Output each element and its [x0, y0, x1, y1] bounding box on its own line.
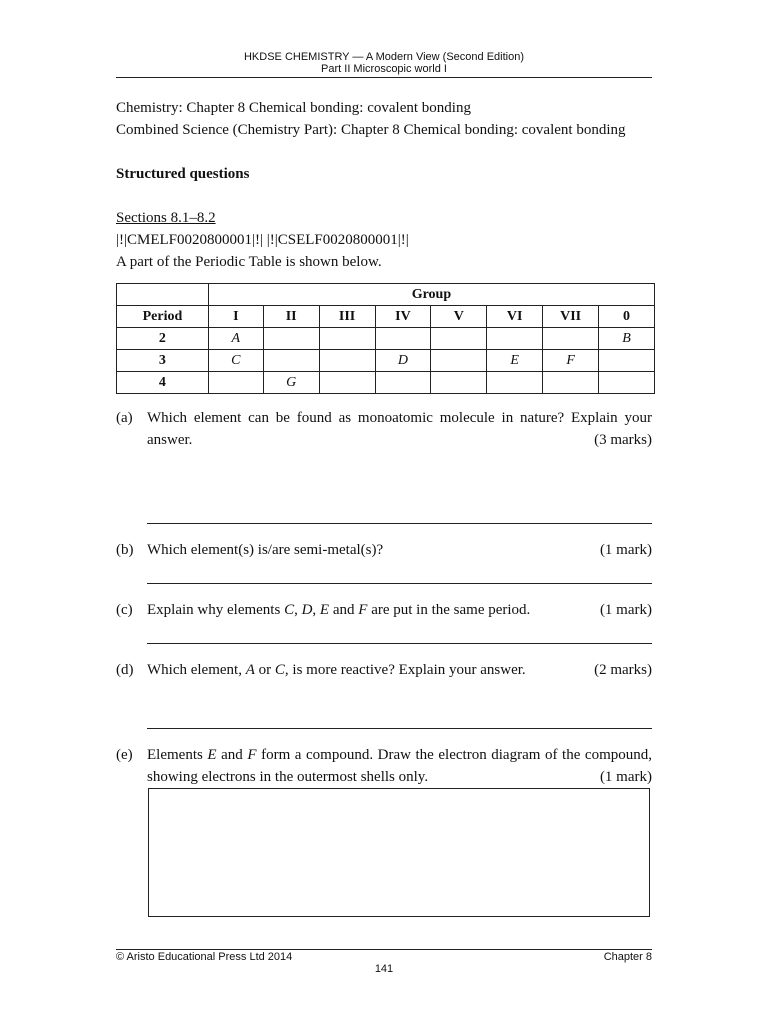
text-run: ,	[294, 602, 302, 618]
question-b-label: (b)	[116, 542, 134, 558]
element-cell: E	[487, 350, 543, 372]
element-cell	[431, 372, 487, 394]
table-corner-cell	[117, 284, 209, 306]
element-f: F	[358, 602, 368, 618]
sections-label: Sections 8.1–8.2	[116, 210, 216, 226]
question-d-text	[147, 661, 526, 679]
element-cell	[431, 350, 487, 372]
periodic-table	[116, 283, 655, 394]
element-cell	[431, 328, 487, 350]
text-run: , is more reactive? Explain your answer.	[284, 662, 526, 678]
text-run: Which element,	[147, 662, 246, 678]
question-e-marks: (1 mark)	[599, 769, 652, 785]
element-c: C	[284, 602, 295, 618]
element-cell	[543, 372, 599, 394]
group-label: VII	[543, 306, 599, 328]
element-f: F	[247, 747, 257, 763]
question-a-marks: (3 marks)	[594, 432, 652, 448]
element-cell	[543, 328, 599, 350]
element-e: E	[319, 602, 330, 618]
text-run: and	[216, 747, 248, 763]
text-run: ,	[312, 602, 320, 618]
element-cell	[487, 372, 543, 394]
element-cell	[263, 350, 319, 372]
group-label: V	[431, 306, 487, 328]
footer-rule	[116, 949, 652, 950]
period-label: 3	[117, 350, 209, 372]
group-label: III	[319, 306, 375, 328]
running-header-part: Part II Microscopic world I	[321, 63, 447, 75]
text-run: Explain why elements	[147, 602, 285, 618]
element-cell	[319, 328, 375, 350]
text-run: form a compound. Draw the electron diagram of the compound, showing electrons in the outermost shells only.	[147, 747, 652, 785]
element-e: E	[207, 747, 217, 763]
question-c-text	[147, 601, 530, 619]
question-e-text	[147, 744, 652, 788]
element-d: D	[301, 602, 313, 618]
element-a: A	[245, 662, 255, 678]
table-lead-text: A part of the Periodic Table is shown below.	[116, 254, 382, 270]
element-cell	[599, 372, 655, 394]
element-cell: D	[375, 350, 431, 372]
group-label: IV	[375, 306, 431, 328]
copyright: © Aristo Educational Press Ltd 2014	[116, 951, 293, 963]
answer-box-e[interactable]	[148, 788, 650, 917]
question-c-label: (c)	[116, 602, 133, 618]
table-row	[117, 328, 655, 350]
group-label: 0	[599, 306, 655, 328]
group-label: II	[263, 306, 319, 328]
text-run: or	[254, 662, 275, 678]
element-cell	[319, 372, 375, 394]
answer-line-d[interactable]	[147, 728, 652, 729]
header-rule	[116, 77, 652, 78]
question-a-text: Which element can be found as monoatomic molecule in nature? Explain your answer.	[147, 410, 652, 448]
question-e-label: (e)	[116, 747, 133, 763]
element-cell: A	[208, 328, 263, 350]
element-cell	[599, 350, 655, 372]
element-cell	[263, 328, 319, 350]
element-cell	[487, 328, 543, 350]
period-header: Period	[117, 306, 209, 328]
group-header: Group	[208, 284, 654, 306]
element-cell: F	[543, 350, 599, 372]
element-cell	[319, 350, 375, 372]
running-header-title: HKDSE CHEMISTRY — A Modern View (Second Edition)	[243, 51, 524, 63]
element-cell	[375, 328, 431, 350]
question-b-marks: (1 mark)	[599, 542, 652, 558]
question-a-label: (a)	[116, 410, 133, 426]
text-run: Elements	[147, 747, 208, 763]
text-run: and	[329, 602, 359, 618]
answer-line-b[interactable]	[147, 583, 652, 584]
element-cell: G	[263, 372, 319, 394]
answer-line-a[interactable]	[147, 523, 652, 524]
element-c: C	[274, 662, 285, 678]
question-c-marks: (1 mark)	[599, 602, 652, 618]
period-label: 2	[117, 328, 209, 350]
page-number: 141	[374, 963, 394, 975]
combined-science-chapter-line: Combined Science (Chemistry Part): Chapter 8 Chemical bonding: covalent bonding	[116, 122, 626, 138]
text-run: are put in the same period.	[367, 602, 531, 618]
table-row	[117, 350, 655, 372]
chemistry-chapter-line: Chemistry: Chapter 8 Chemical bonding: covalent bonding	[116, 100, 471, 116]
group-label: VI	[487, 306, 543, 328]
question-d-label: (d)	[116, 662, 134, 678]
element-cell	[375, 372, 431, 394]
chapter-label: Chapter 8	[603, 951, 652, 963]
group-label: I	[208, 306, 263, 328]
answer-line-c[interactable]	[147, 643, 652, 644]
section-heading: Structured questions	[116, 166, 250, 182]
element-cell: B	[599, 328, 655, 350]
question-codes: |!|CMELF0020800001|!| |!|CSELF0020800001|!|	[116, 232, 409, 248]
table-row	[117, 372, 655, 394]
element-cell	[208, 372, 263, 394]
question-d-marks: (2 marks)	[594, 662, 652, 678]
question-b-text: Which element(s) is/are semi-metal(s)?	[147, 542, 384, 558]
element-cell: C	[208, 350, 263, 372]
period-label: 4	[117, 372, 209, 394]
